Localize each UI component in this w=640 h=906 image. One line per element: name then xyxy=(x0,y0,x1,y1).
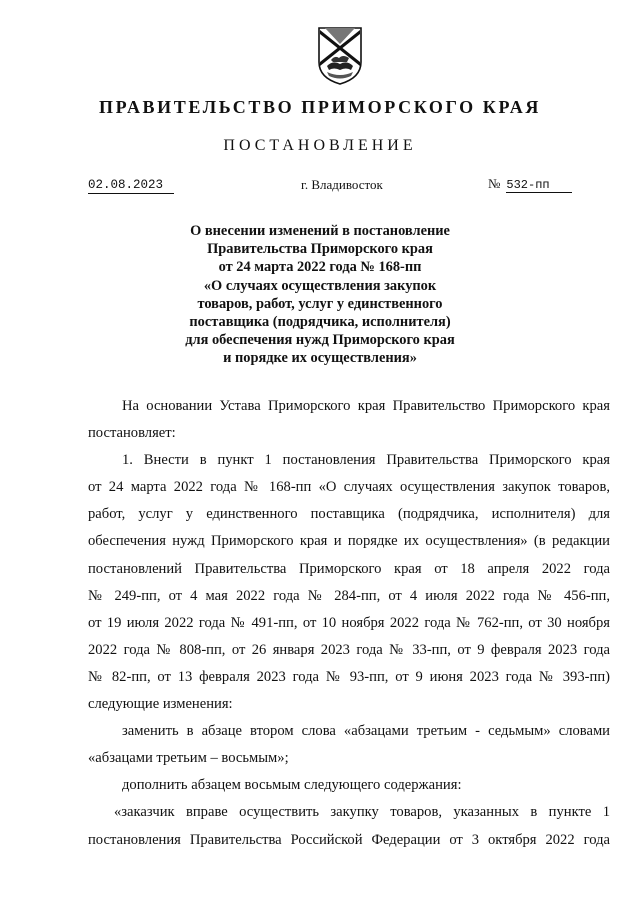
body-line: На основании Устава Приморского края Правительство Приморского края xyxy=(122,398,610,414)
body-line: следующие изменения: xyxy=(88,696,233,713)
body-line: работ, услуг у единственного поставщика (подрядчика, исполнителя) для xyxy=(88,506,610,523)
title-line: О внесении изменений в постановление xyxy=(190,223,450,239)
body-line: № 82-пп, от 13 февраля 2023 года № 93-пп, от 9 июня 2023 года № 393-пп) xyxy=(88,668,610,685)
coat-of-arms-icon xyxy=(313,22,367,86)
body-line: дополнить абзацем восьмым следующего содержания: xyxy=(122,777,462,794)
organization-title: ПРАВИТЕЛЬСТВО ПРИМОРСКОГО КРАЯ xyxy=(99,97,541,117)
document-title xyxy=(150,222,490,368)
document-type: ПОСТАНОВЛЕНИЕ xyxy=(223,137,417,154)
body-line: от 19 июля 2022 года № 491-пп, от 10 ноября 2022 года № 762-пп, от 30 ноября xyxy=(88,614,610,631)
number-prefix: № xyxy=(488,176,501,191)
body-line: «заказчик вправе осуществить закупку товаров, указанных в пункте 1 xyxy=(114,804,610,821)
title-line: «О случаях осуществления закупок xyxy=(203,277,437,294)
body-line: № 249-пп, от 4 мая 2022 года № 284-пп, от 4 июля 2022 года № 456-пп, xyxy=(88,587,610,604)
body-line: 2022 года № 808-пп, от 26 января 2023 года № 33-пп, от 9 февраля 2023 года xyxy=(88,641,610,658)
body-line: заменить в абзаце втором слова «абзацами третьим - седьмым» словами xyxy=(122,723,610,740)
title-line: для обеспечения нужд Приморского края xyxy=(185,332,455,349)
body-line: обеспечения нужд Приморского края и порядке их осуществления» (в редакции xyxy=(88,533,610,550)
body-line: от 24 марта 2022 года № 168-пп «О случаях осуществления закупок товаров, xyxy=(88,479,610,496)
body-line: 1. Внести в пункт 1 постановления Правительства Приморского края xyxy=(122,452,610,469)
document-date: 02.08.2023 xyxy=(88,178,174,194)
document-city: г. Владивосток xyxy=(301,177,383,192)
document-number xyxy=(488,176,572,193)
body-line: постановляет: xyxy=(88,425,176,442)
body-line: постановления Правительства Российской Федерации от 3 октября 2022 года xyxy=(88,831,610,848)
number-value: 532-пп xyxy=(506,178,572,193)
title-line: и порядке их осуществления» xyxy=(223,350,417,367)
document-body xyxy=(88,393,610,854)
title-line: от 24 марта 2022 года № 168-пп xyxy=(218,259,422,276)
title-line: Правительства Приморского края xyxy=(207,241,433,258)
body-line: постановлений Правительства Приморского края от 18 апреля 2022 года xyxy=(88,560,610,577)
title-line: поставщика (подрядчика, исполнителя) xyxy=(189,314,451,331)
body-line: «абзацами третьим – восьмым»; xyxy=(88,750,289,767)
title-line: товаров, работ, услуг у единственного xyxy=(197,295,443,312)
